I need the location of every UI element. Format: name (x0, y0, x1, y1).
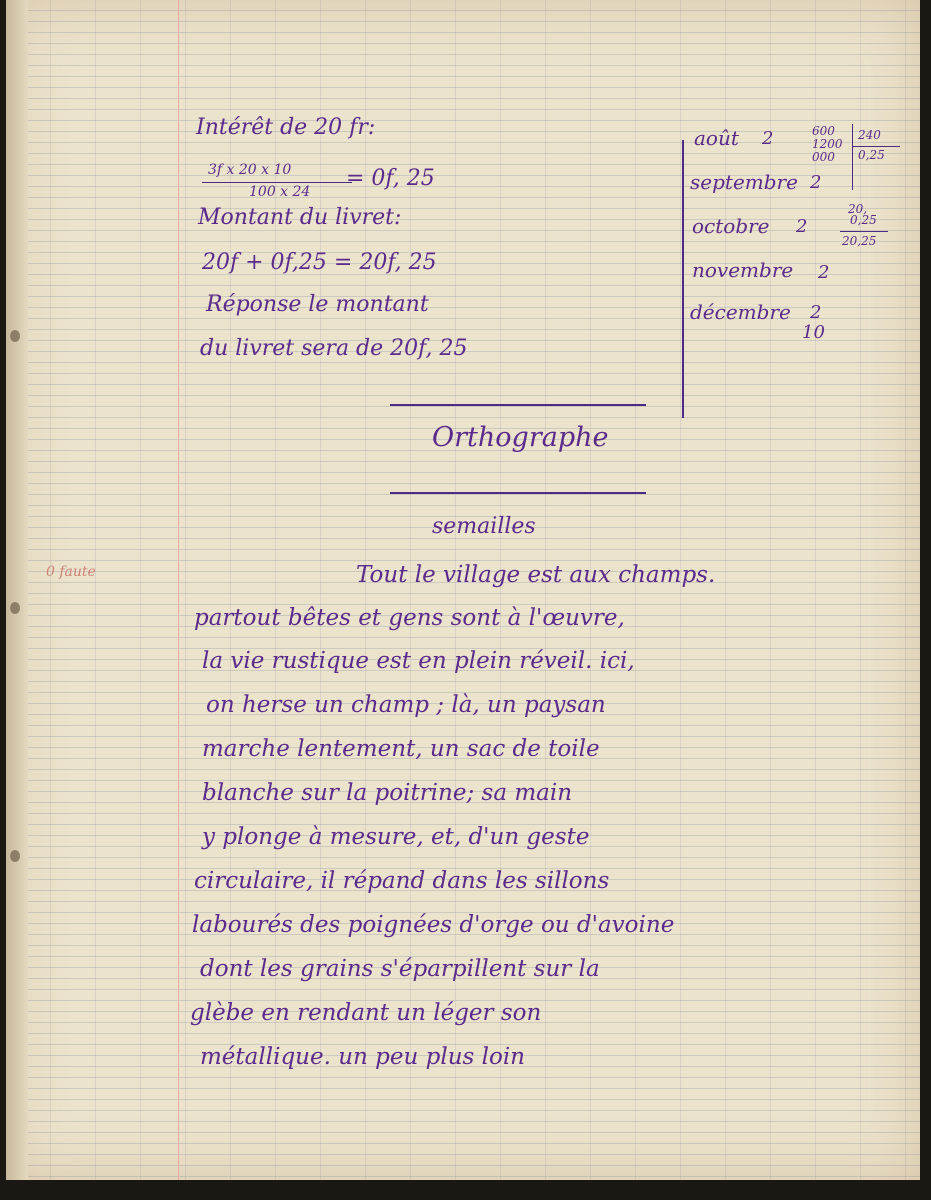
answer-line-2: du livret sera de 20f, 25 (200, 336, 468, 361)
dictation-line: blanche sur la poitrine; sa main (202, 780, 573, 806)
fraction-denominator: 100 x 24 (249, 184, 311, 200)
dividend-2: 1200 (812, 137, 843, 151)
dictation-line: y plonge à mesure, et, d'un geste (202, 824, 590, 850)
addend-1: 20, (848, 202, 868, 216)
months-total: 10 (802, 322, 825, 343)
dictation-line: labourés des poignées d'orge ou d'avoine (192, 912, 675, 938)
addition-total: 20,25 (842, 234, 877, 248)
month-value: 2 (810, 302, 822, 323)
dictation-line: métallique. un peu plus loin (200, 1044, 525, 1070)
addition-bar (840, 231, 888, 232)
dictation-title: semailles (432, 514, 536, 539)
month-name: octobre (692, 214, 770, 238)
divisor: 240 (858, 128, 881, 142)
binding-hole (10, 602, 20, 614)
section-title: Orthographe (432, 422, 609, 453)
binding-hole (10, 850, 20, 862)
binding-spine (6, 0, 28, 1180)
month-value: 2 (810, 172, 822, 193)
division-vertical (852, 124, 853, 190)
dividend-1: 600 (812, 124, 835, 138)
grade-note: 0 faute (46, 564, 96, 580)
dictation-line: glèbe en rendant un léger son (190, 1000, 542, 1026)
dictation-line: dont les grains s'éparpillent sur la (200, 956, 600, 982)
month-value: 2 (762, 128, 774, 149)
quotient: 0,25 (858, 148, 885, 162)
notebook-page (6, 0, 920, 1180)
month-value: 2 (818, 262, 830, 283)
month-name: septembre (690, 170, 798, 194)
vertical-rule (682, 140, 684, 418)
dictation-line: on herse un champ ; là, un paysan (206, 692, 606, 718)
dictation-line: partout bêtes et gens sont à l'œuvre, (194, 605, 625, 631)
title-rule-bottom (390, 492, 646, 494)
montant-heading: Montant du livret: (198, 205, 402, 230)
fraction-bar (202, 182, 352, 183)
month-name: novembre (692, 258, 794, 282)
dividend-3: 000 (812, 150, 835, 164)
dictation-line: circulaire, il répand dans les sillons (194, 868, 610, 894)
addend-2: 0,25 (850, 213, 877, 227)
fraction-numerator: 3f x 20 x 10 (208, 162, 292, 178)
binding-hole (10, 330, 20, 342)
answer-line-1: Réponse le montant (206, 292, 429, 317)
margin-line (178, 0, 179, 1180)
month-name: août (694, 126, 739, 150)
division-horizontal (852, 146, 900, 147)
dictation-line: Tout le village est aux champs. (356, 562, 716, 588)
month-value: 2 (796, 216, 808, 237)
interest-heading: Intérêt de 20 fr: (196, 115, 376, 140)
dictation-line: marche lentement, un sac de toile (202, 736, 600, 762)
sum-line: 20f + 0f,25 = 20f, 25 (202, 250, 437, 275)
title-rule-top (390, 404, 646, 406)
month-name: décembre (690, 300, 791, 324)
fraction-result: = 0f, 25 (346, 166, 435, 191)
dictation-line: la vie rustique est en plein réveil. ici, (202, 648, 635, 674)
